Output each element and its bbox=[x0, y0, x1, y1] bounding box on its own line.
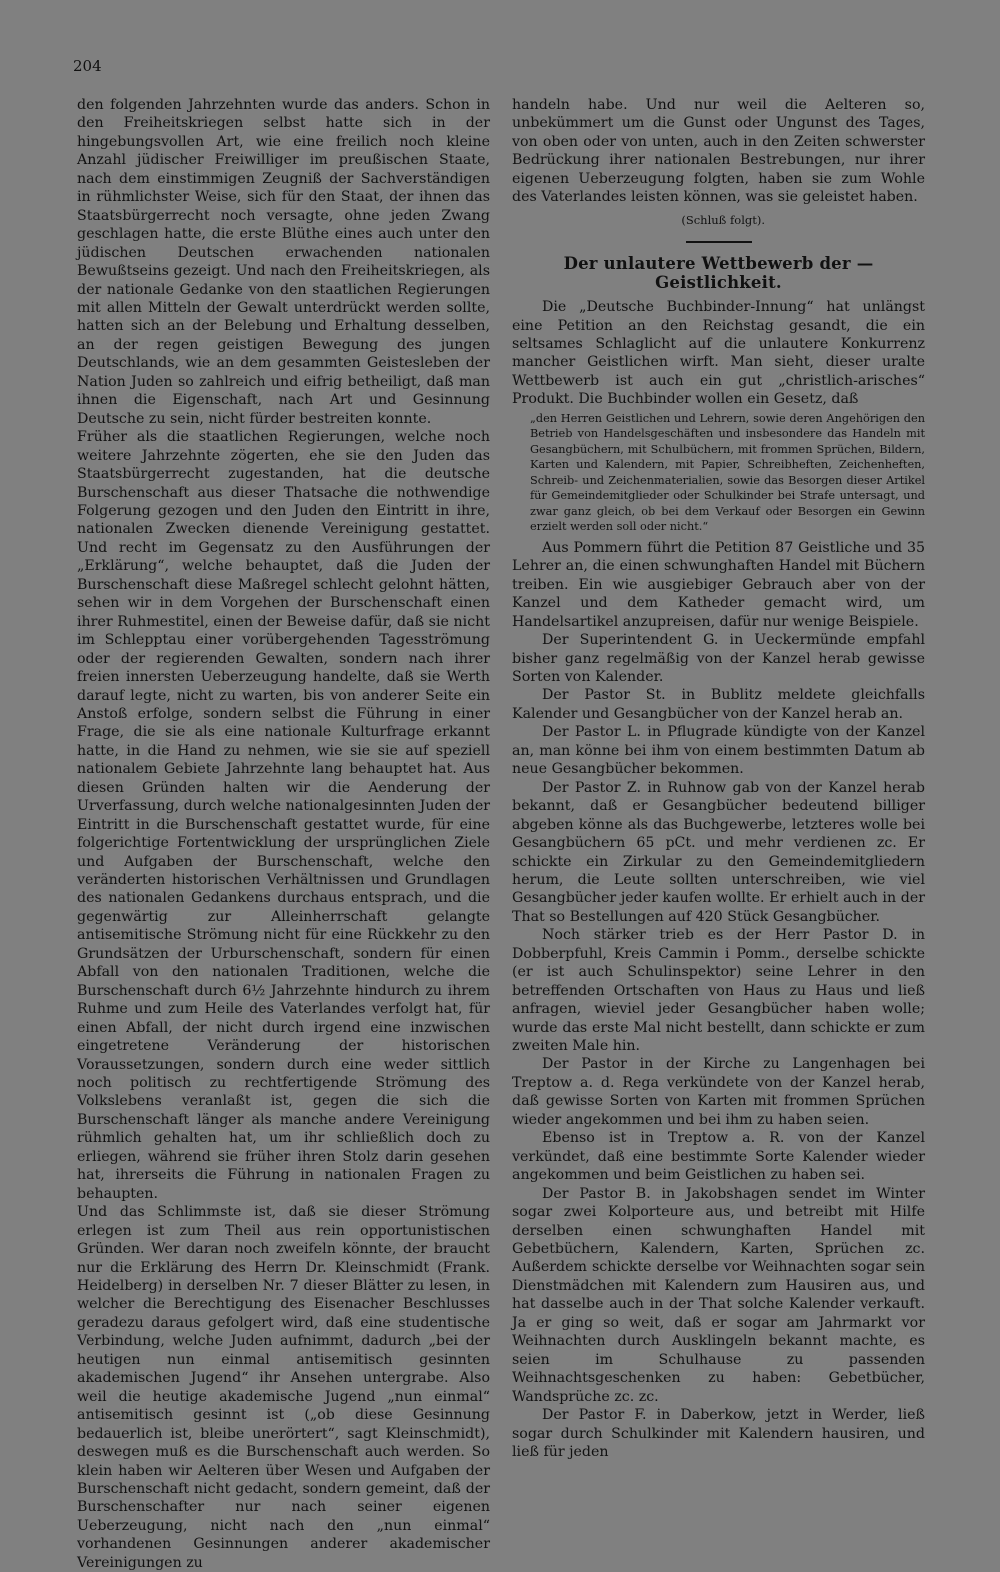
left-paragraph-1: den folgenden Jahrzehnten wurde das anders. Schon in den Freiheitskriegen selbst hatte sich in der hingebungsvollen Art, wie eine freilich noch kleine Anzahl jüdischer Freiwilliger im preußischen Staate, nach dem einstimmigen Zeugniß der Sachverständigen in rühmlichster Weise, sich für den Staat, der ihnen das Staatsbürgerrecht noch versagte, ohne jeden Zwang geschlagen hatte, die erste Blüthe eines auch unter den jüdischen Deutschen erwachenden nationalen Bewußtseins gezeigt. Und nach den Freiheitskriegen, als der nationale Gedanke von den staatlichen Regierungen mit allen Mitteln der Gewalt unterdrückt werden sollte, hatten sich an der Belebung und Erhaltung desselben, an der regen geistigen Bewegung des jungen Deutschlands, wie an dem gesammten Geistesleben der Nation Juden so zahlreich und eifrig betheiligt, daß man ihnen die Eigenschaft, nach Art und Gesinnung Deutsche zu sein, nicht fürder bestreiten konnte. bbox=[77, 97, 490, 427]
article-paragraph: Der Pastor F. in Daberkow, jetzt in Werder, ließ sogar durch Schulkinder mit Kalendern hausiren, und ließ für jeden bbox=[512, 1407, 925, 1460]
article-paragraph: Ebenso ist in Treptow a. R. von der Kanzel verkündet, daß eine bestimmte Sorte Kalender wieder angekommen und beim Geistlichen zu haben sei. bbox=[512, 1130, 925, 1184]
article-paragraph: Noch stärker trieb es der Herr Pastor D. in Dobberpfuhl, Kreis Cammin i Pomm., derselbe schickte (er ist auch Schulinspektor) seine Lehrer in den betreffenden Ortschaften von Haus zu Haus und ließ anfragen, wieviel jeder Gesangbücher haben wolle; wurde das erste Mal nicht bestellt, dann schickte er zum zweiten Male hin. bbox=[512, 927, 925, 1055]
article-paragraph: Der Pastor in der Kirche zu Langenhagen bei Treptow a. d. Rega verkündete von der Kanzel herab, daß gewisse Sorten von Karten mit frommen Sprüchen wieder angekommen und bei ihm zu haben seien. bbox=[512, 1056, 925, 1128]
left-column bbox=[77, 96, 490, 1572]
left-paragraph-2: Früher als die staatlichen Regierungen, welche noch weitere Jahrzehnte zögerten, ehe sie den Juden das Staatsbürgerrecht zugestanden, hat die deutsche Burschenschaft aus dieser Thatsache die nothwendige Folgerung gezogen und den Juden den Eintritt in ihre, nationalen Zwecken dienende Vereinigung gestattet. Und recht im Gegensatz zu den Ausführungen der „Erklärung“, welche behauptet, daß die Juden der Burschenschaft diese Maßregel schlecht gelohnt hätten, sehen wir in dem Vorgehen der Burschenschaft einen ihrer Ruhmestitel, einen der Beweise dafür, daß sie nicht im Schlepptau einer vorübergehenden Tagesströmung oder der regierenden Gewalten, sondern nach ihrer freien innersten Ueberzeugung handelte, daß sie Werth darauf legte, nicht zu warten, bis von anderer Seite ein Anstoß erfolge, sondern selbst die Führung in einer Frage, die sie als eine nationale Kulturfrage erkannt hatte, in die Hand zu nehmen, wie sie sie auf speziell nationalem Gebiete Jahrzehnte lang behauptet hat. Aus diesen Gründen halten wir die Aenderung der Urverfassung, durch welche nationalgesinnten Juden der Eintritt in die Burschenschaft gestattet wurde, für eine folgerichtige Fortentwicklung der ursprünglichen Ziele und Aufgaben der Burschenschaft, welche den veränderten historischen Verhältnissen und Grundlagen des nationalen Gedankens durchaus entsprach, und die gegenwärtig zur Alleinherrschaft gelangte antisemitische Strömung nicht für eine Rückkehr zu den Grundsätzen der Urburschenschaft, sondern für einen Abfall von den nationalen Traditionen, welche die Burschenschaft durch 6½ Jahrzehnte hindurch zu ihrem Ruhme und zum Heile des Vaterlandes verfolgt hat, für einen Abfall, der nicht durch irgend eine inzwischen eingetretene Veränderung der historischen Voraussetzungen, sondern durch eine weder sittlich noch politisch zu rechtfertigende Strömung des Volkslebens veranlaßt ist, gegen die sich die Burschenschaft länger als manche andere Vereinigung rühmlich gehalten hat, um ihr schließlich doch zu erliegen, während sie früher ihren Stolz darin gesehen hat, ihrerseits die Führung in nationalen Fragen zu behaupten. bbox=[77, 429, 490, 1202]
article-paragraph: Der Pastor Z. in Ruhnow gab von der Kanzel herab bekannt, daß er Gesangbücher bedeutend billiger abgeben könne als das Buchgewerbe, letzteres wolle bei Gesangbüchern 65 pCt. und mehr verdienen zc. Er schickte ein Zirkular zu den Gemeindemitgliedern herum, die Leute sollten unterschreiben, wie viel Gesangbücher jeder kaufen wollte. Er erhielt auch in der That so Bestellungen auf 420 Stück Gesangbücher. bbox=[512, 779, 925, 925]
petition-quote: „den Herren Geistlichen und Lehrern, sowie deren Angehörigen den Betrieb von Handelsgeschäften und insbesondere das Handeln mit Gesangbüchern, mit Schulbüchern, mit frommen Sprüchen, Bildern, Karten und Kalendern, mit Papier, Schreibheften, Zeichenheften, Schreib- und Zeichenmaterialien, sowie das Besorgen dieser Artikel für Gemeindemitglieder oder Schulkinder bei Strafe untersagt, und zwar ganz gleich, ob bei dem Verkauf oder Besorgen ein Gewinn erzielt werden soll oder nicht.“ bbox=[530, 411, 925, 534]
left-paragraph-3: Und das Schlimmste ist, daß sie dieser Strömung erlegen ist zum Theil aus rein opportunistischen Gründen. Wer daran noch zweifeln könnte, der braucht nur die Erklärung des Herrn Dr. Kleinschmidt (Frank. Heidelberg) in derselben Nr. 7 dieser Blätter zu lesen, in welcher die Berechtigung des Eisenacher Beschlusses geradezu daraus gefolgert wird, daß eine studentische Verbindung, welche Juden aufnimmt, dadurch „bei der heutigen nun einmal antisemitisch gesinnten akademischen Jugend“ ihr Ansehen untergrabe. Also weil die heutige akademische Jugend „nun einmal“ antisemitisch gesinnt ist („ob diese Gesinnung bedauerlich ist, bleibe unerörtert“, sagt Kleinschmidt), deswegen muß es die Burschenschaft auch werden. So klein haben wir Aelteren über Wesen und Aufgaben der Burschenschaft nicht gedacht, sondern gemeint, daß der Burschenschafter nur nach seiner eigenen Ueberzeugung, nicht nach den „nun einmal“ vorhandenen Gesinnungen anderer akademischer Vereinigungen zu bbox=[77, 1204, 490, 1571]
article-paragraph: Der Pastor B. in Jakobshagen sendet im Winter sogar zwei Kolporteure aus, und betreibt mit Hilfe derselben einen schwunghaften Handel mit Gebetbüchern, Kalendern, Karten, Sprüchen zc. Außerdem schickte derselbe vor Weihnachten sogar sein Dienstmädchen mit Kalendern zum Hausiren aus, und hat dasselbe auch in der That solche Kalender verkauft. Ja er ging so weit, daß er sogar am Jahrmarkt vor Weihnachten durch Ausklingeln bekannt machte, es seien im Schulhause zu passenden Weihnachtsgeschenken zu haben: Gebetbücher, Wandsprüche zc. zc. bbox=[512, 1185, 925, 1405]
article-title: Der unlautere Wettbewerb der — Geistlichkeit. bbox=[563, 254, 874, 292]
page-number: 204 bbox=[73, 57, 102, 75]
article-paragraph: Der Pastor L. in Pflugrade kündigte von der Kanzel an, man könne bei ihm von einem bestimmten Datum ab neue Gesangbücher bekommen. bbox=[512, 724, 925, 778]
article-paragraph: Der Pastor St. in Bublitz meldete gleichfalls Kalender und Gesangbücher von der Kanzel herab an. bbox=[512, 687, 925, 722]
article-paragraph: Der Superintendent G. in Ueckermünde empfahl bisher ganz regelmäßig von der Kanzel herab gewisse Sorten von Kalender. bbox=[512, 632, 925, 685]
article-intro: Die „Deutsche Buchbinder-Innung“ hat unlängst eine Petition an den Reichstag gesandt, die ein seltsames Schlaglicht auf die unlautere Konkurrenz mancher Geistlichen wirft. Man sieht, dieser uralte Wettbewerb ist auch ein gut „christlich-arisches“ Produkt. Die Buchbinder wollen ein Gesetz, daß bbox=[512, 299, 925, 408]
closing-note: (Schluß folgt). bbox=[681, 212, 765, 227]
continued-paragraph: handeln habe. Und nur weil die Aelteren so, unbekümmert um die Gunst oder Ungunst des Tages, von oben oder von unten, auch in den Zeiten schwerster Bedrückung ihrer nationalen Bestrebungen, nur ihrer eigenen Ueberzeugung folgten, haben sie zum Wohle des Vaterlandes leisten können, was sie geleistet haben. bbox=[512, 97, 925, 206]
right-column bbox=[512, 96, 925, 1461]
article-paragraph: Aus Pommern führt die Petition 87 Geistliche und 35 Lehrer an, die einen schwunghaften Handel mit Büchern treiben. Ein wie ausgiebiger Gebrauch aber von der Kanzel und dem Katheder gemacht wird, um Handelsartikel anzupreisen, dafür nur wenige Beispiele. bbox=[512, 539, 925, 630]
section-divider bbox=[686, 241, 752, 243]
